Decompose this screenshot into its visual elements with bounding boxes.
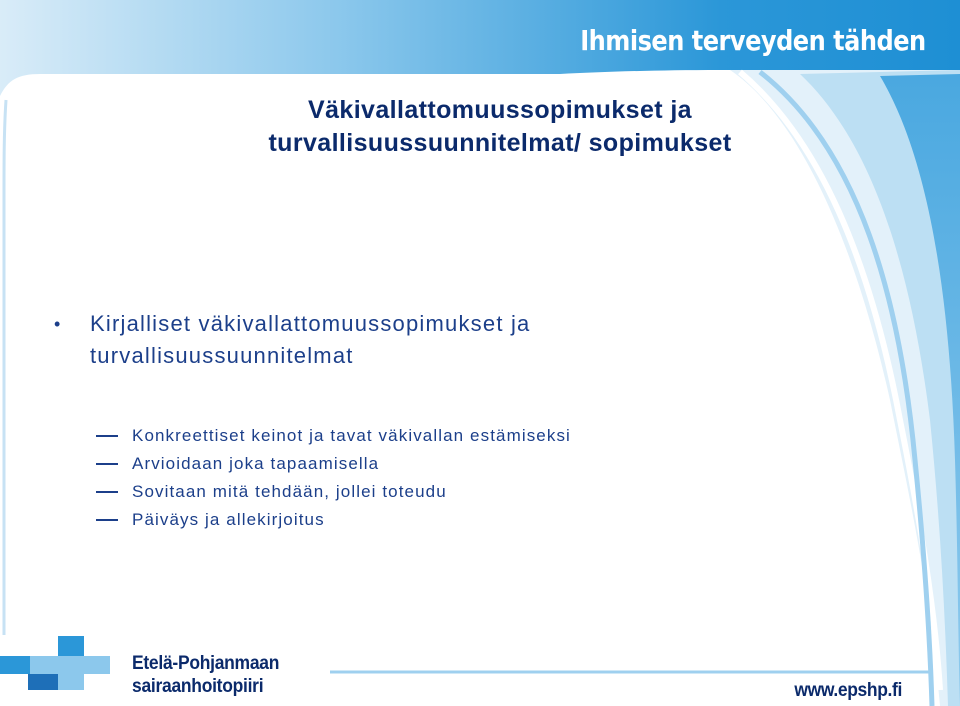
organization-name-line-2: sairaanhoitopiiri xyxy=(132,676,264,697)
main-bullet-line-1: Kirjalliset väkivallattomuussopimukset ja xyxy=(90,311,531,336)
sub-bullet-list xyxy=(96,424,716,536)
bullet-dot-icon: • xyxy=(54,314,62,334)
header-tagline: Ihmisen terveyden tähden xyxy=(580,24,926,57)
organization-name xyxy=(132,652,279,698)
dash-icon xyxy=(96,463,118,465)
dash-icon xyxy=(96,519,118,521)
main-bullet-line-2: turvallisuussuunnitelmat xyxy=(90,343,354,368)
sub-bullet-text: Arvioidaan joka tapaamisella xyxy=(132,454,380,473)
hospital-cross-logo xyxy=(0,636,110,690)
sub-bullet-item xyxy=(96,424,716,452)
dash-icon xyxy=(96,435,118,437)
sub-bullet-text: Päiväys ja allekirjoitus xyxy=(132,510,325,529)
sub-bullet-item xyxy=(96,452,716,480)
right-swoosh xyxy=(730,70,960,706)
organization-name-line-1: Etelä-Pohjanmaan xyxy=(132,653,280,674)
sub-bullet-text: Konkreettiset keinot ja tavat väkivallan estämiseksi xyxy=(132,426,571,445)
slide-title xyxy=(180,94,820,160)
footer-url: www.epshp.fi xyxy=(794,680,902,701)
left-frame-line xyxy=(4,100,6,635)
sub-bullet-text: Sovitaan mitä tehdään, jollei toteudu xyxy=(132,482,447,501)
sub-bullet-item xyxy=(96,480,716,508)
main-bullet xyxy=(54,308,704,372)
slide-title-line-2: turvallisuussuunnitelmat/ sopimukset xyxy=(268,129,732,157)
slide-title-line-1: Väkivallattomuussopimukset ja xyxy=(308,96,692,124)
dash-icon xyxy=(96,491,118,493)
sub-bullet-item xyxy=(96,508,716,536)
